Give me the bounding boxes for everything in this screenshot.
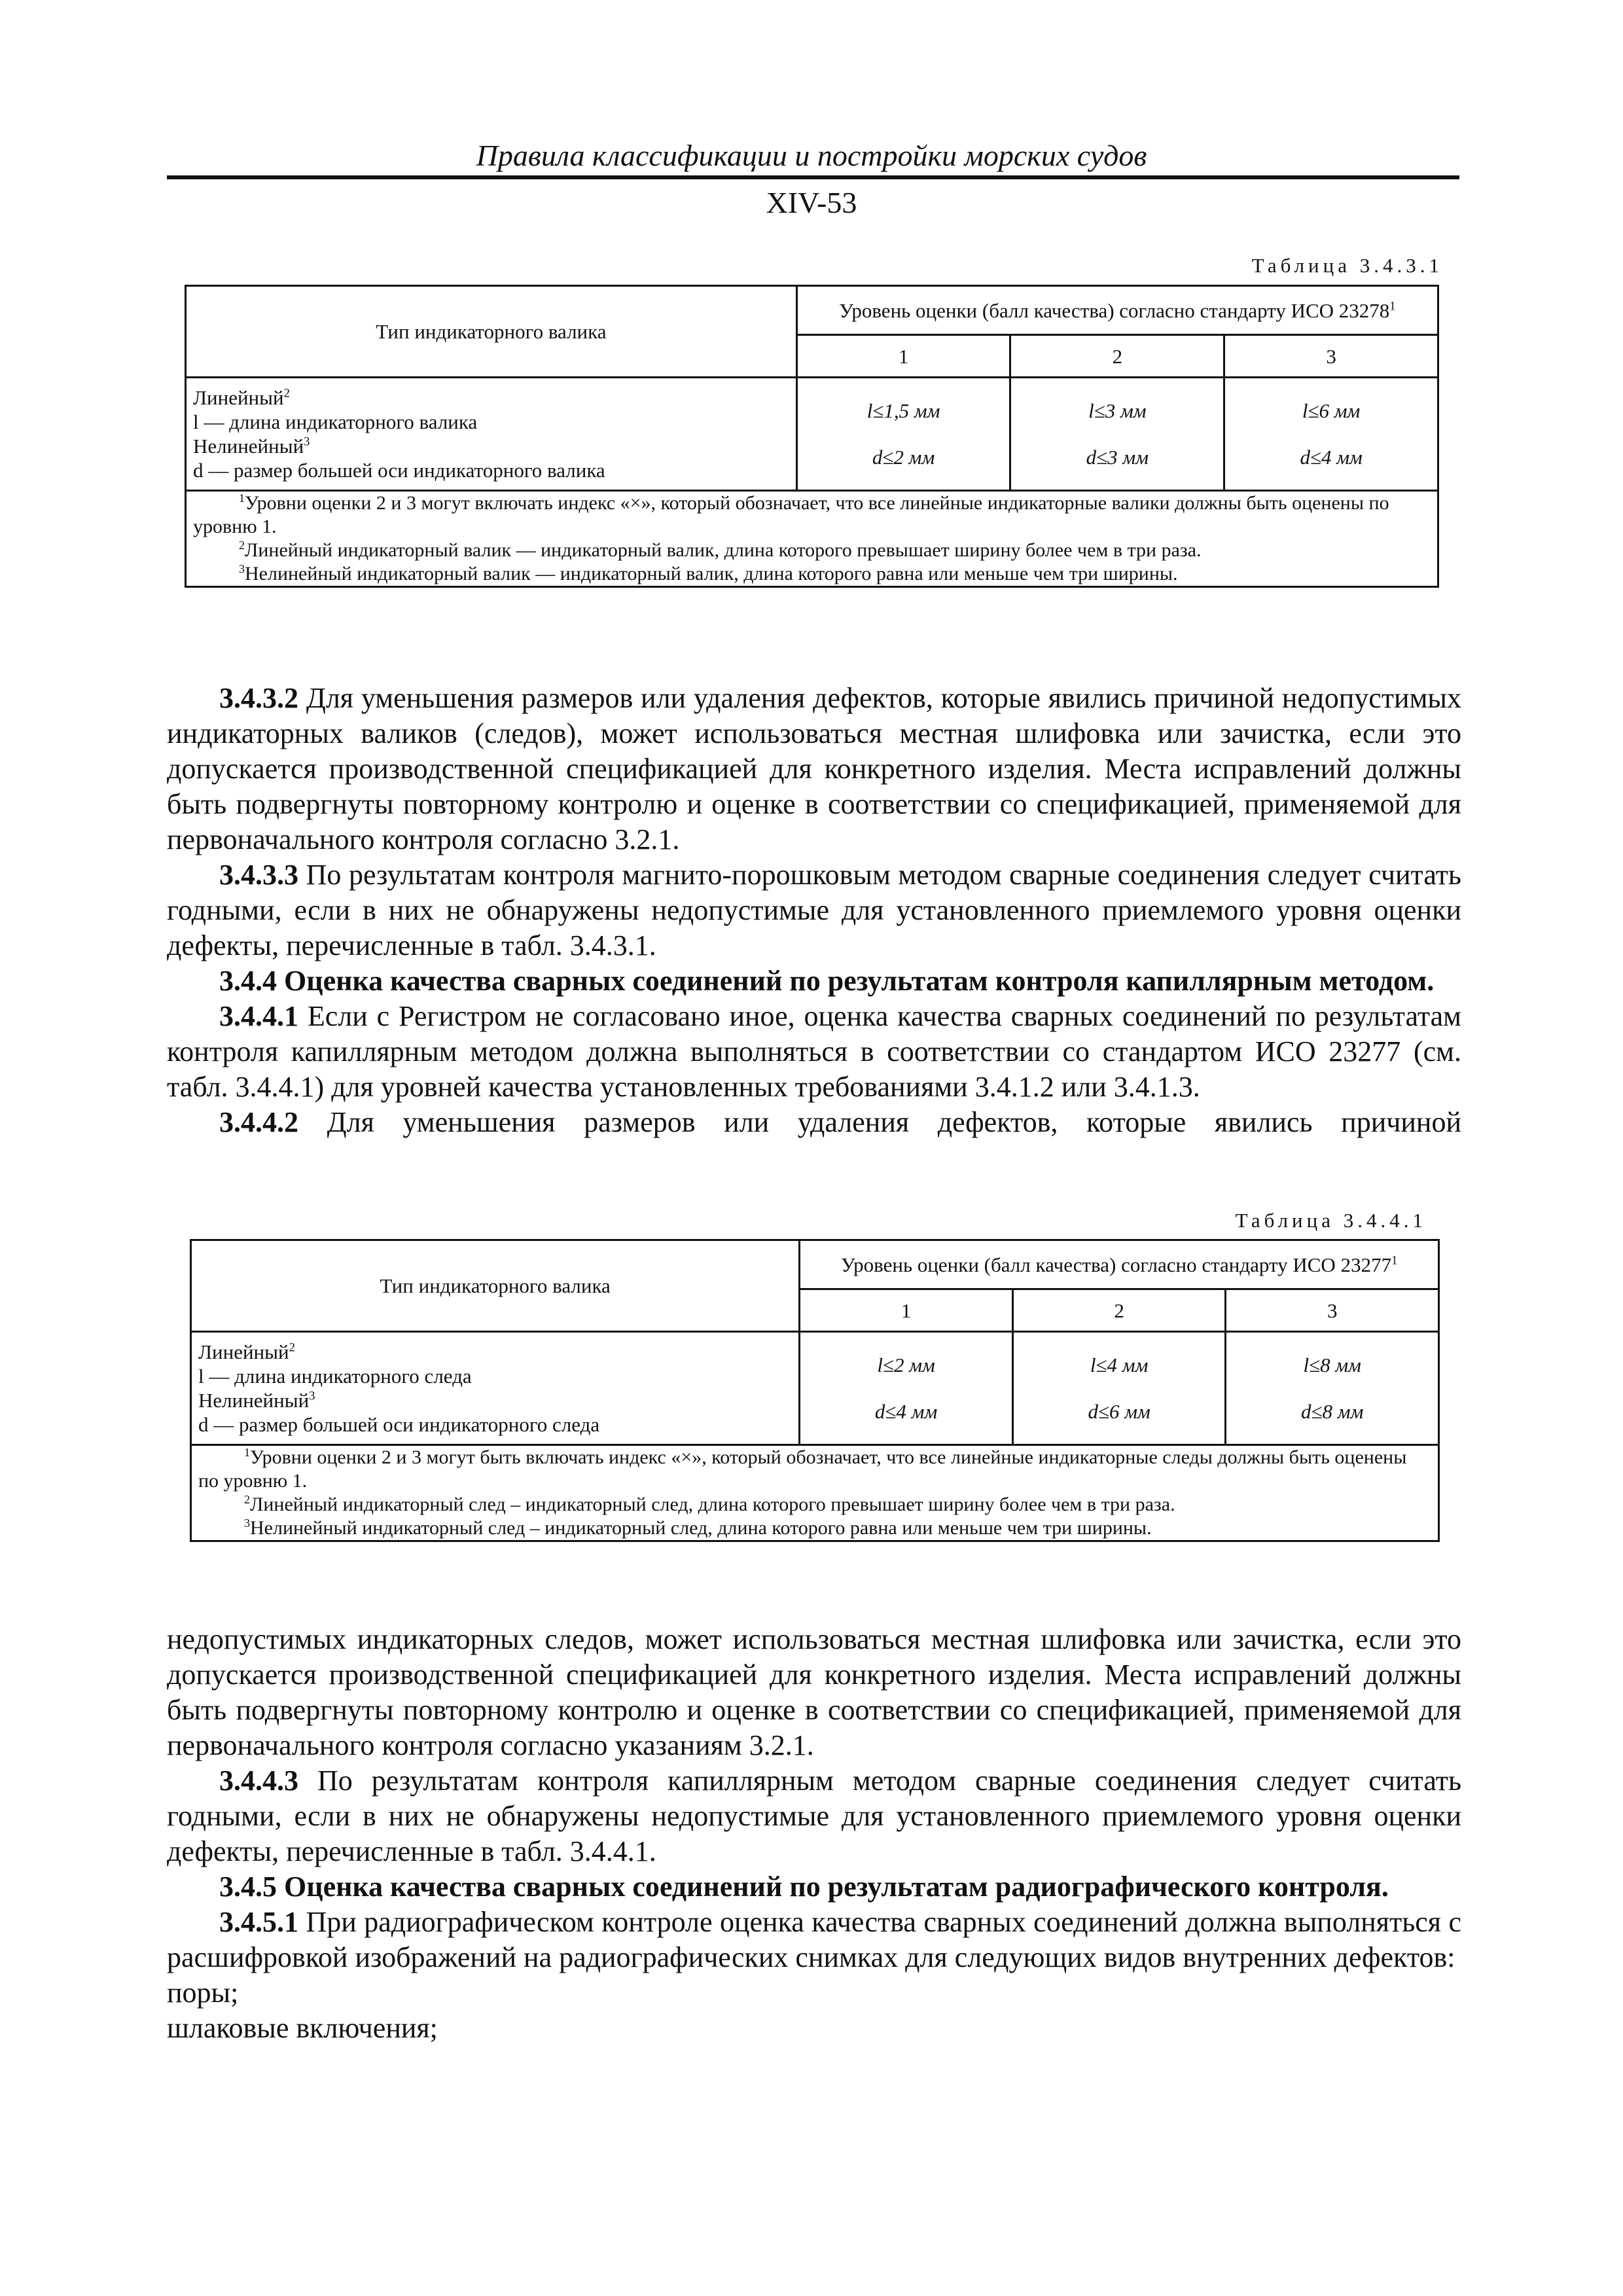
level-2-values: l≤3 мм d≤3 мм <box>1010 378 1224 491</box>
level-1: 1 <box>796 335 1010 378</box>
level-3: 3 <box>1224 335 1438 378</box>
list-item: поры; <box>167 1977 239 2009</box>
paragraph-3451: 3.4.5.1 При радиографическом контроле оценка качества сварных соединений должна выполняться с расшифровкой изображений на радиографических снимках для следующих видов внутренних дефектов: <box>167 1906 1462 1973</box>
level-1-values: l≤2 мм d≤4 мм <box>800 1332 1013 1445</box>
defect-type-description: Линейный$^2$ l — длина индикаторного следа Нелинейный$^3$ d — размер большей оси индикаторного следа <box>191 1332 800 1445</box>
heading-345: 3.4.5 Оценка качества сварных соединений по результатам радиографического контроля. <box>219 1871 1389 1903</box>
running-header: Правила классификации и постройки морских судов <box>476 139 1147 172</box>
list-item: шлаковые включения; <box>167 2012 438 2044</box>
paragraph-3442-start: 3.4.4.2 Для уменьшения размеров или удаления дефектов, которые явились причиной <box>219 1106 1462 1138</box>
paragraph-3433: 3.4.3.3 По результатам контроля магнито-порошковым методом сварные соединения следует считать годными, если в них не обнаружены недопустимые для установленного приемлемого уровня оценки дефекты, перечисленные в табл. 3.4.3.1. <box>167 859 1461 961</box>
paragraph-3441: 3.4.4.1 Если с Регистром не согласовано иное, оценка качества сварных соединений по результатам контроля капиллярным методом должна выполняться в соответствии со стандартом ИСО 23277 (см. табл. 3.4.4.1) для уровней качества установленных требованиями 3.4.1.2 или 3.4.1.3. <box>167 1000 1462 1103</box>
level-2-values: l≤4 мм d≤6 мм <box>1012 1332 1226 1445</box>
level-3-values: l≤6 мм d≤4 мм <box>1224 378 1438 491</box>
level-2: 2 <box>1012 1289 1226 1332</box>
table-caption: Таблица 3.4.3.1 <box>1251 254 1443 277</box>
column-header-type: Тип индикаторного валика <box>191 1240 800 1332</box>
table-footnotes: $^1$Уровни оценки 2 и 3 могут быть включать индекс «×», который обозначает, что все линейные индикаторные следы должны быть оценены по уровню 1. $^2$Линейный индикаторный след – индикаторный след, длина которого превышает ширину более чем в три раза. $^3$Нелинейный индикаторный след – индикаторный след, длина которого равна или меньше чем три ширины. <box>191 1445 1439 1541</box>
level-3: 3 <box>1226 1289 1439 1332</box>
body-text-section-b <box>167 1622 1461 2046</box>
table-3431 <box>185 285 1439 588</box>
body-text-section-a <box>167 681 1461 1140</box>
level-2: 2 <box>1010 335 1224 378</box>
column-header-type: Тип индикаторного валика <box>186 286 797 378</box>
defect-type-description: Линейный$^2$ l — длина индикаторного валика Нелинейный$^3$ d — размер большей оси индикаторного валика <box>186 378 797 491</box>
table-footnotes: $^1$Уровни оценки 2 и 3 могут включать индекс «×», который обозначает, что все линейные индикаторные валики должны быть оценены по уровню 1. $^2$Линейный индикаторный валик — индикаторный валик, длина которого превышает ширину более чем в три раза. $^3$Нелинейный индикаторный валик — индикаторный валик, длина которого равна или меньше чем три ширины. <box>186 491 1438 587</box>
column-header-level: Уровень оценки (балл качества) согласно стандарту ИСО 23278$^1$ <box>796 286 1438 335</box>
paragraph-3442-continued: недопустимых индикаторных следов, может использоваться местная шлифовка или зачистка, если это допускается производственной спецификацией для конкретного изделия. Места исправлений должны быть подвергнуты повторному контролю и оценке в соответствии со спецификацией, применяемой для первоначального контроля согласно указаниям 3.2.1. <box>167 1623 1461 1761</box>
paragraph-3443: 3.4.4.3 По результатам контроля капиллярным методом сварные соединения следует считать годными, если в них не обнаружены недопустимые для установленного приемлемого уровня оценки дефекты, перечисленные в табл. 3.4.4.1. <box>167 1765 1462 1867</box>
page-number: XIV-53 <box>766 186 857 219</box>
level-1: 1 <box>800 1289 1013 1332</box>
level-1-values: l≤1,5 мм d≤2 мм <box>796 378 1010 491</box>
heading-344: 3.4.4 Оценка качества сварных соединений по результатам контроля капиллярным методом. <box>219 965 1435 997</box>
header-rule <box>167 175 1459 179</box>
level-3-values: l≤8 мм d≤8 мм <box>1226 1332 1439 1445</box>
table-3441 <box>190 1239 1440 1542</box>
table-caption: Таблица 3.4.4.1 <box>1235 1209 1427 1232</box>
column-header-level: Уровень оценки (балл качества) согласно стандарту ИСО 23277$^1$ <box>800 1240 1439 1289</box>
paragraph-3432: 3.4.3.2 Для уменьшения размеров или удаления дефектов, которые явились причиной недопустимых индикаторных валиков (следов), может использоваться местная шлифовка или зачистка, если это допускается производственной спецификацией для конкретного изделия. Места исправлений должны быть подвергнуты повторному контролю и оценке в соответствии со спецификацией, применяемой для первоначального контроля согласно 3.2.1. <box>167 682 1461 855</box>
